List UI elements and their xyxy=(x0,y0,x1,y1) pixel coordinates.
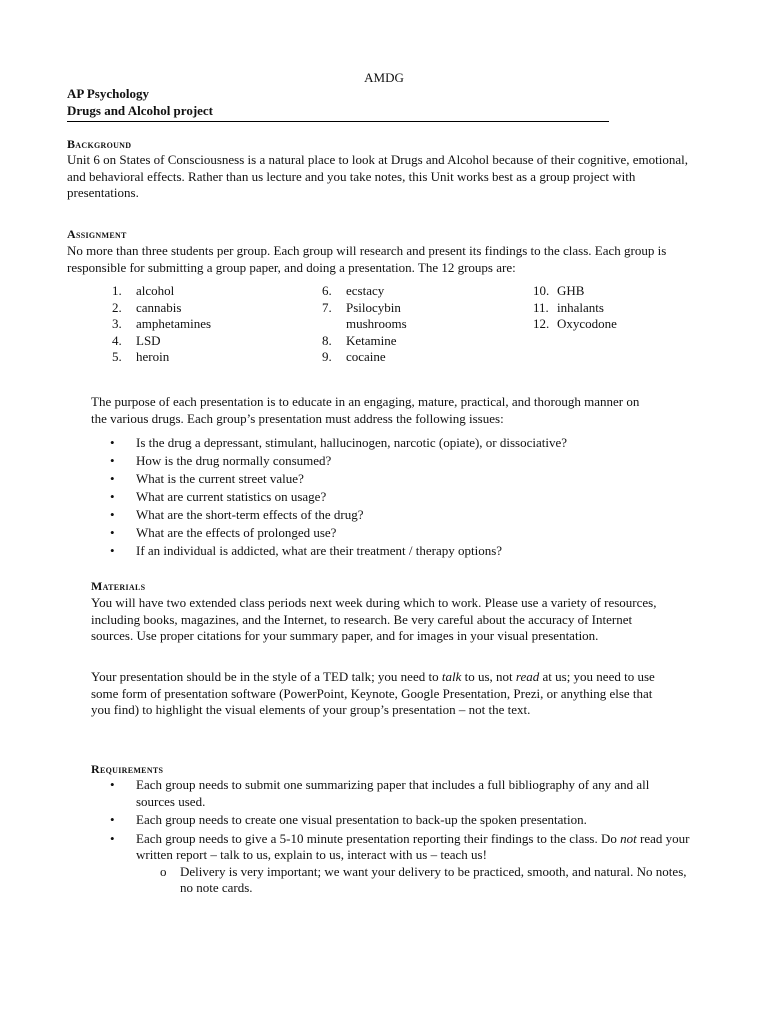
requirements-heading: Requirements xyxy=(91,762,164,776)
list-item: 12. Oxycodone xyxy=(533,316,617,331)
list-item: 2. cannabis xyxy=(112,299,182,315)
assignment-text: No more than three students per group. Each group will research and present its findings to the class. Each group is responsible for submitting a group paper, and doing a presentation. The 12 groups are: xyxy=(67,243,667,275)
list-item: • What are the effects of prolonged use? xyxy=(110,525,567,543)
list-item: • Each group needs to create one visual presentation to back-up the spoken presentation. xyxy=(110,812,690,829)
purpose-text: The purpose of each presentation is to educate in an engaging, mature, practical, and thorough manner on the various drugs. Each group’s presentation must address the following issues: xyxy=(91,394,640,426)
background-text: Unit 6 on States of Consciousness is a natural place to look at Drugs and Alcohol because of their cognitive, emotional, and behavioral effects. Rather than us lecture and you take notes, this Unit works best as a group project with presentations. xyxy=(67,152,688,200)
list-item: o Delivery is very important; we want your delivery to be practiced, smooth, and natural. No notes, no note cards. xyxy=(166,864,690,897)
group-list-col2 xyxy=(322,283,407,366)
list-item: 10. GHB xyxy=(533,283,585,298)
materials-paragraph-2: Your presentation should be in the style of a TED talk; you need to talk to us, not read at us; you need to use some form of presentation software (PowerPoint, Keynote, Google Presentation, Prezi, or anything else that you find) to highlight the visual elements of your group’s presentation – not the text. xyxy=(91,669,655,717)
materials-paragraph-1: You will have two extended class periods next week during which to work. Please use a variety of resources, including books, magazines, and the Internet, to research. Be very careful about the accuracy of Internet sources. Use proper citations for your summary paper, and for images in your visual presentation. xyxy=(91,595,657,643)
requirements-list xyxy=(110,777,690,899)
title-divider xyxy=(67,121,609,122)
background-heading: Background xyxy=(67,137,132,151)
list-item: • Each group needs to submit one summarizing paper that includes a full bibliography of any and all sources used. xyxy=(110,777,690,810)
list-item: • What are current statistics on usage? xyxy=(110,489,567,507)
assignment-heading: Assignment xyxy=(67,227,127,241)
list-item: • What is the current street value? xyxy=(110,471,567,489)
list-item: 8. Ketamine xyxy=(322,332,397,348)
list-item: 6. ecstacy xyxy=(322,283,385,298)
list-item: 3. amphetamines xyxy=(112,316,212,331)
course-title: AP Psychology xyxy=(67,86,149,101)
list-item: mushrooms xyxy=(346,316,407,331)
list-item: 11. inhalants xyxy=(533,299,604,315)
list-item: • Each group needs to give a 5-10 minute presentation reporting their findings to the class. Do not read your written report – talk to us, explain to us, interact with us – teach us! o Delivery is very important; we want your delivery to be practiced, smooth, and natural. No notes, no note cards. xyxy=(110,831,690,897)
list-item: • Is the drug a depressant, stimulant, hallucinogen, narcotic (opiate), or dissociative? xyxy=(110,435,567,453)
issues-list xyxy=(110,435,567,561)
list-item: 4. LSD xyxy=(112,332,161,348)
list-item: 7. Psilocybin xyxy=(322,299,401,315)
list-item: 1. alcohol xyxy=(112,283,175,298)
list-item: • What are the short-term effects of the drug? xyxy=(110,507,567,525)
list-item: • If an individual is addicted, what are their treatment / therapy options? xyxy=(110,543,567,561)
amdg-header: AMDG xyxy=(364,70,404,85)
list-item: 5. heroin xyxy=(112,349,170,364)
group-list-col3 xyxy=(533,283,617,333)
materials-heading: Materials xyxy=(91,579,146,593)
list-item: • How is the drug normally consumed? xyxy=(110,453,567,471)
list-item: 9. cocaine xyxy=(322,349,386,364)
sub-list xyxy=(136,864,690,897)
project-title: Drugs and Alcohol project xyxy=(67,103,214,118)
group-list-col1 xyxy=(112,283,211,366)
